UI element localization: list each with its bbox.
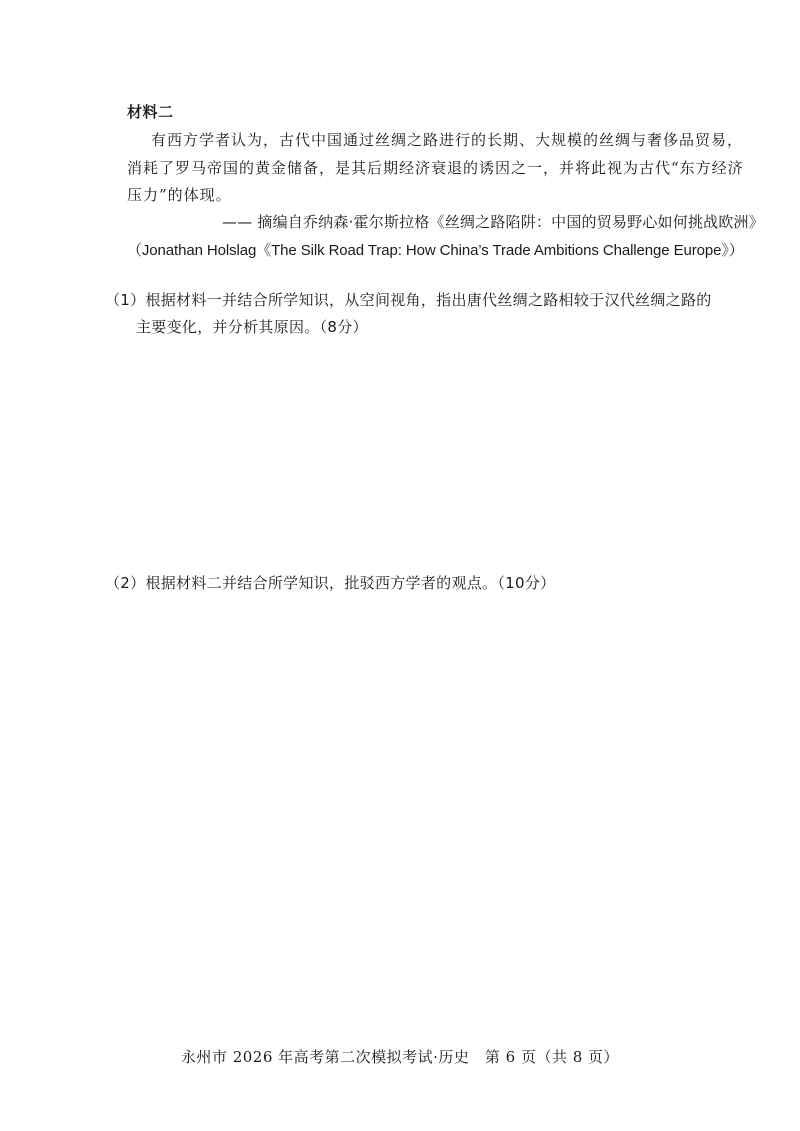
answer-area-1[interactable] (100, 345, 700, 560)
source-citation-chinese: —— 摘编自乔纳森·霍尔斯拉格《丝绸之路陷阱：中国的贸易野心如何挑战欧洲》 (222, 213, 764, 231)
source-citation-english: （Jonathan Holslag《The Silk Road Trap: How China’s Trade Ambitions Challenge Europe》） (127, 242, 744, 259)
page-footer: 永州市 2026 年高考第二次模拟考试·历史 第 6 页（共 8 页） (180, 1048, 620, 1066)
question-1-line-1: （1）根据材料一并结合所学知识，从空间视角，指出唐代丝绸之路相较于汉代丝绸之路的 (105, 291, 712, 309)
question-2: （2）根据材料二并结合所学知识，批驳西方学者的观点。（10分） (105, 574, 556, 592)
material-text-line: 有西方学者认为，古代中国通过丝绸之路进行的长期、大规模的丝绸与奢侈品贸易， (151, 131, 744, 149)
question-1-line-2: 主要变化，并分析其原因。（8分） (136, 318, 368, 336)
material-text-line: 消耗了罗马帝国的黄金储备，是其后期经济衰退的诱因之一，并将此视为古代“东方经济 (127, 159, 744, 177)
material-heading: 材料二 (127, 103, 174, 121)
answer-area-2[interactable] (100, 600, 700, 1030)
material-text-line: 压力”的体现。 (127, 186, 232, 204)
